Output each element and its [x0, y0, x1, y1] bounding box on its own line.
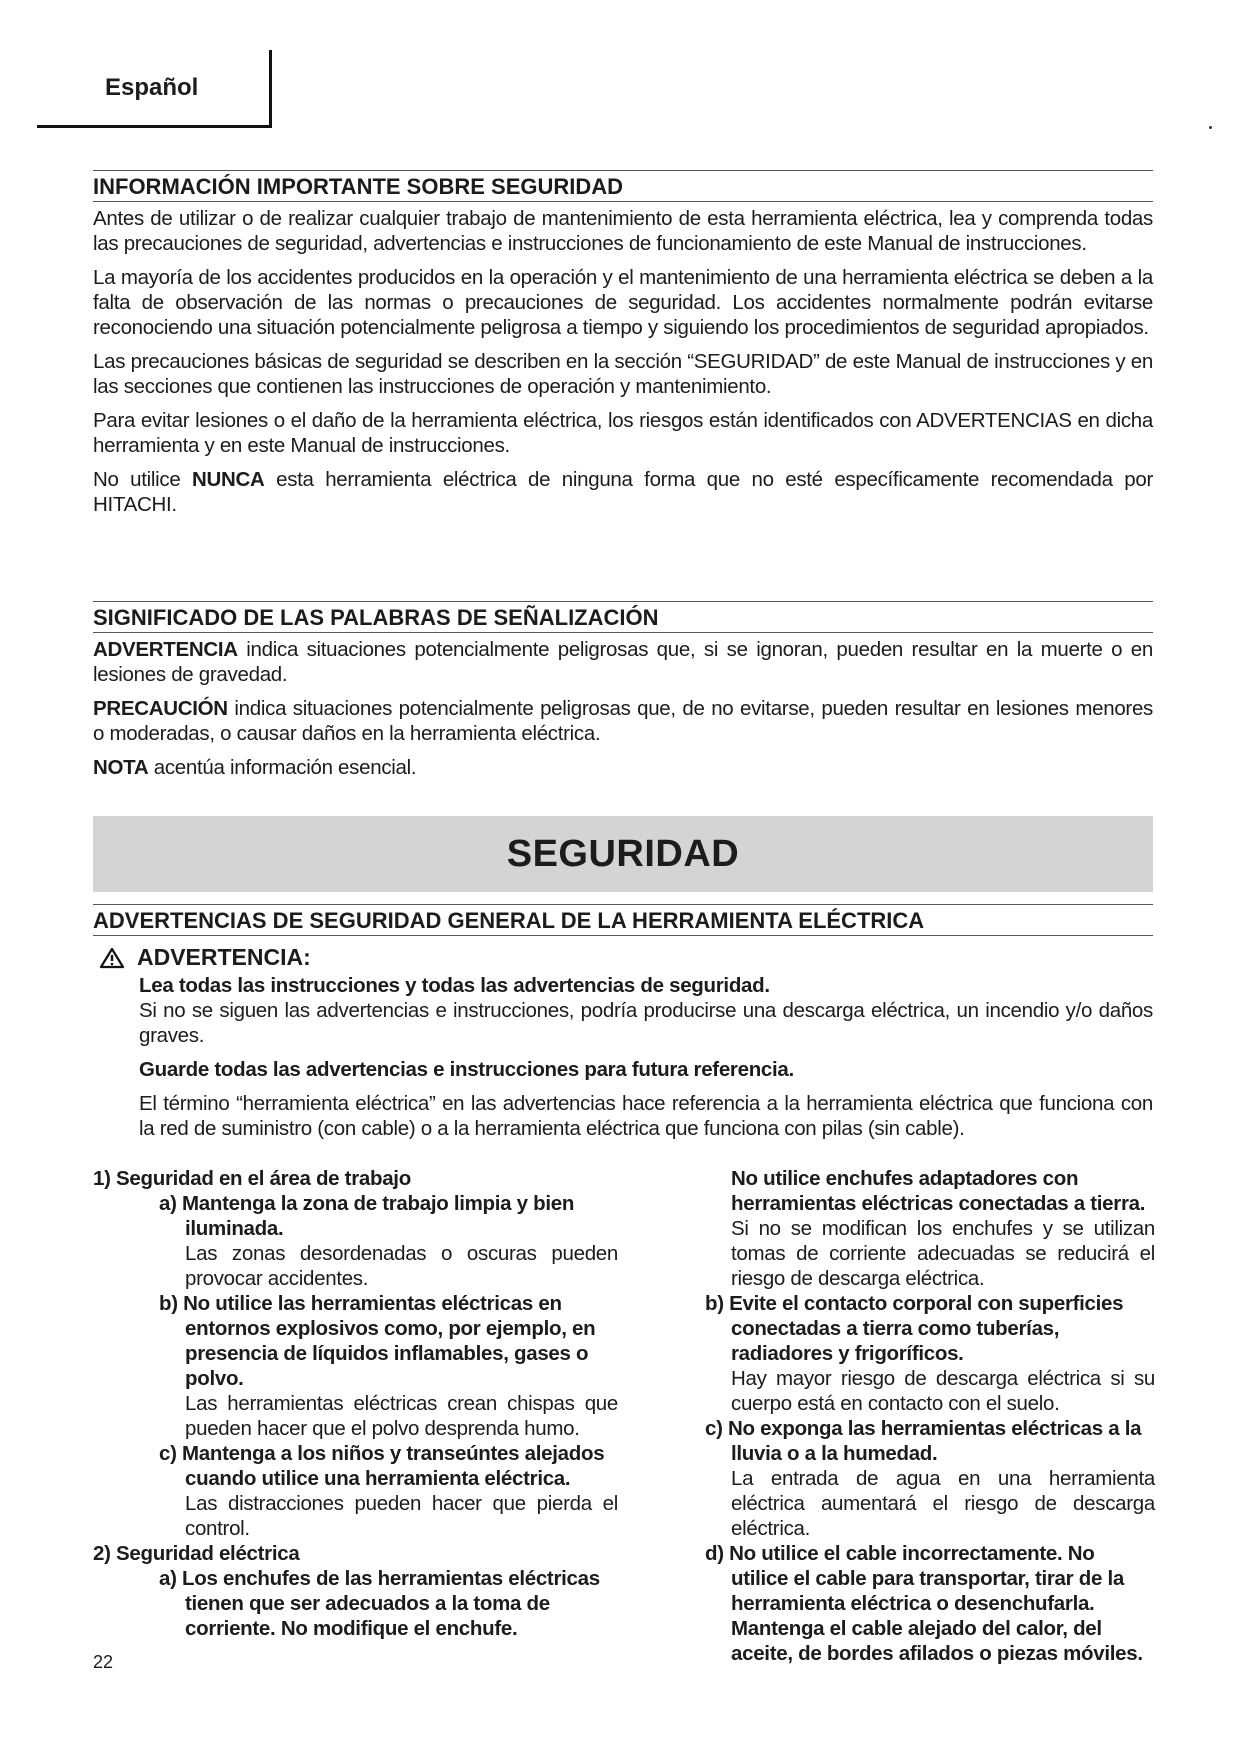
warning-label: ADVERTENCIA:: [137, 944, 311, 970]
item-2c-heading: c) No exponga las herramientas eléctricas a la lluvia o a la humedad.: [705, 1417, 1142, 1465]
work-area-heading: 1) Seguridad en el área de trabajo: [93, 1167, 411, 1190]
item-1b-heading: b) No utilice las herramientas eléctricas en entornos explosivos como, por ejemplo, en presencia de líquidos inflamables, gases o polvo.: [159, 1292, 596, 1390]
item-2b-heading: b) Evite el contacto corporal con superficies conectadas a tierra como tuberías, radiadores y frigoríficos.: [705, 1292, 1124, 1365]
info-paragraph-5: [93, 467, 1153, 517]
p5-post: esta herramienta eléctrica de ninguna forma que no esté específicamente recomendada por HITACHI.: [93, 468, 1153, 516]
signal-warning: [93, 637, 1153, 687]
seguridad-banner: SEGURIDAD: [93, 816, 1153, 892]
left-column: [93, 1166, 618, 1641]
item-2a-cont-text: Si no se modifican los enchufes y se utilizan tomas de corriente adecuadas se reducirá el riesgo de descarga eléctrica.: [731, 1217, 1155, 1290]
section-important-info: [93, 170, 1153, 526]
language-tab: [37, 50, 272, 128]
info-paragraph-3: Las precauciones básicas de seguridad se describen en la sección “SEGURIDAD” de este Manual de instrucciones y en las secciones que contienen las instrucciones de operación y mantenimiento.: [93, 350, 1153, 398]
p5-pre: No utilice: [93, 468, 193, 491]
signal-caution-text: indica situaciones potencialmente peligrosas que, de no evitarse, pueden resultar en lesiones menores o moderadas, o causar daños en la herramienta eléctrica.: [93, 697, 1153, 745]
warning-heading: [99, 944, 1153, 971]
signal-warning-text: indica situaciones potencialmente peligrosas que, si se ignoran, pueden resultar en la muerte o en lesiones de gravedad.: [93, 638, 1153, 686]
language-label: Español: [105, 74, 199, 101]
section-title-info: INFORMACIÓN IMPORTANTE SOBRE SEGURIDAD: [93, 170, 1153, 202]
item-2a-cont-bold: No utilice enchufes adaptadores con herramientas eléctricas conectadas a tierra.: [731, 1167, 1146, 1215]
read-all-instructions: Lea todas las instrucciones y todas las advertencias de seguridad.: [139, 974, 770, 997]
consequence-text: Si no se siguen las advertencias e instrucciones, podría producirse una descarga eléctrica, un incendio y/o daños graves.: [139, 999, 1153, 1047]
signal-warning-word: ADVERTENCIA: [93, 638, 238, 661]
warning-triangle-icon: [99, 947, 125, 969]
item-2a-heading: a) Los enchufes de las herramientas eléctricas tienen que ser adecuados a la toma de corriente. No modifique el enchufe.: [159, 1567, 600, 1640]
info-paragraph-1: Antes de utilizar o de realizar cualquier trabajo de mantenimiento de esta herramienta eléctrica, lea y comprenda todas las precauciones de seguridad, advertencias e instrucciones de funcionamiento de este Manual de instrucciones.: [93, 207, 1153, 255]
signal-caution-word: PRECAUCIÓN: [93, 697, 228, 720]
section-title-signals: SIGNIFICADO DE LAS PALABRAS DE SEÑALIZACIÓN: [93, 601, 1153, 633]
electrical-heading: 2) Seguridad eléctrica: [93, 1542, 300, 1565]
right-column: [685, 1166, 1155, 1666]
p5-bold: NUNCA: [192, 468, 265, 491]
power-tool-term: El término “herramienta eléctrica” en las advertencias hace referencia a la herramienta eléctrica que funciona con la red de suministro (con cable) o a la herramienta eléctrica que funciona con pilas (sin cable).: [139, 1092, 1153, 1140]
signal-note-word: NOTA: [93, 756, 149, 779]
section-general-warnings: [93, 904, 1153, 1150]
signal-caution: [93, 696, 1153, 746]
item-2b-text: Hay mayor riesgo de descarga eléctrica si su cuerpo está en contacto con el suelo.: [731, 1367, 1155, 1415]
info-paragraph-4: Para evitar lesiones o el daño de la herramienta eléctrica, los riesgos están identificados con ADVERTENCIAS en dicha herramienta y en este Manual de instrucciones.: [93, 409, 1153, 457]
section-signal-words: [93, 601, 1153, 789]
page-number: 22: [93, 1652, 114, 1672]
info-paragraph-2: La mayoría de los accidentes producidos en la operación y el mantenimiento de una herramienta eléctrica se deben a la falta de observación de las normas o precauciones de seguridad. Los accidentes normalmente podrán evitarse reconociendo una situación potencialmente peligrosa a tiempo y siguiendo los procedimientos de seguridad apropiados.: [93, 266, 1153, 339]
section-title-general: ADVERTENCIAS DE SEGURIDAD GENERAL DE LA HERRAMIENTA ELÉCTRICA: [93, 904, 1153, 936]
page-speck: [1209, 126, 1212, 129]
signal-note: [93, 755, 1153, 780]
item-2d-heading: d) No utilice el cable incorrectamente. No utilice el cable para transportar, tirar de la herramienta eléctrica o desenchufarla. Mantenga el cable alejado del calor, del aceite, de bordes afilados o piezas móviles.: [705, 1542, 1143, 1665]
item-1c-heading: c) Mantenga a los niños y transeúntes alejados cuando utilice una herramienta eléctrica.: [159, 1442, 605, 1490]
item-1a-text: Las zonas desordenadas o oscuras pueden provocar accidentes.: [185, 1242, 618, 1290]
keep-instructions: Guarde todas las advertencias e instrucciones para futura referencia.: [139, 1058, 794, 1081]
item-2c-text: La entrada de agua en una herramienta eléctrica aumentará el riesgo de descarga eléctrica.: [731, 1467, 1155, 1540]
item-1b-text: Las herramientas eléctricas crean chispas que pueden hacer que el polvo desprenda humo.: [185, 1392, 618, 1440]
item-1c-text: Las distracciones pueden hacer que pierda el control.: [185, 1492, 618, 1540]
item-1a-heading: a) Mantenga la zona de trabajo limpia y bien iluminada.: [159, 1192, 575, 1240]
signal-note-text: acentúa información esencial.: [148, 756, 417, 779]
